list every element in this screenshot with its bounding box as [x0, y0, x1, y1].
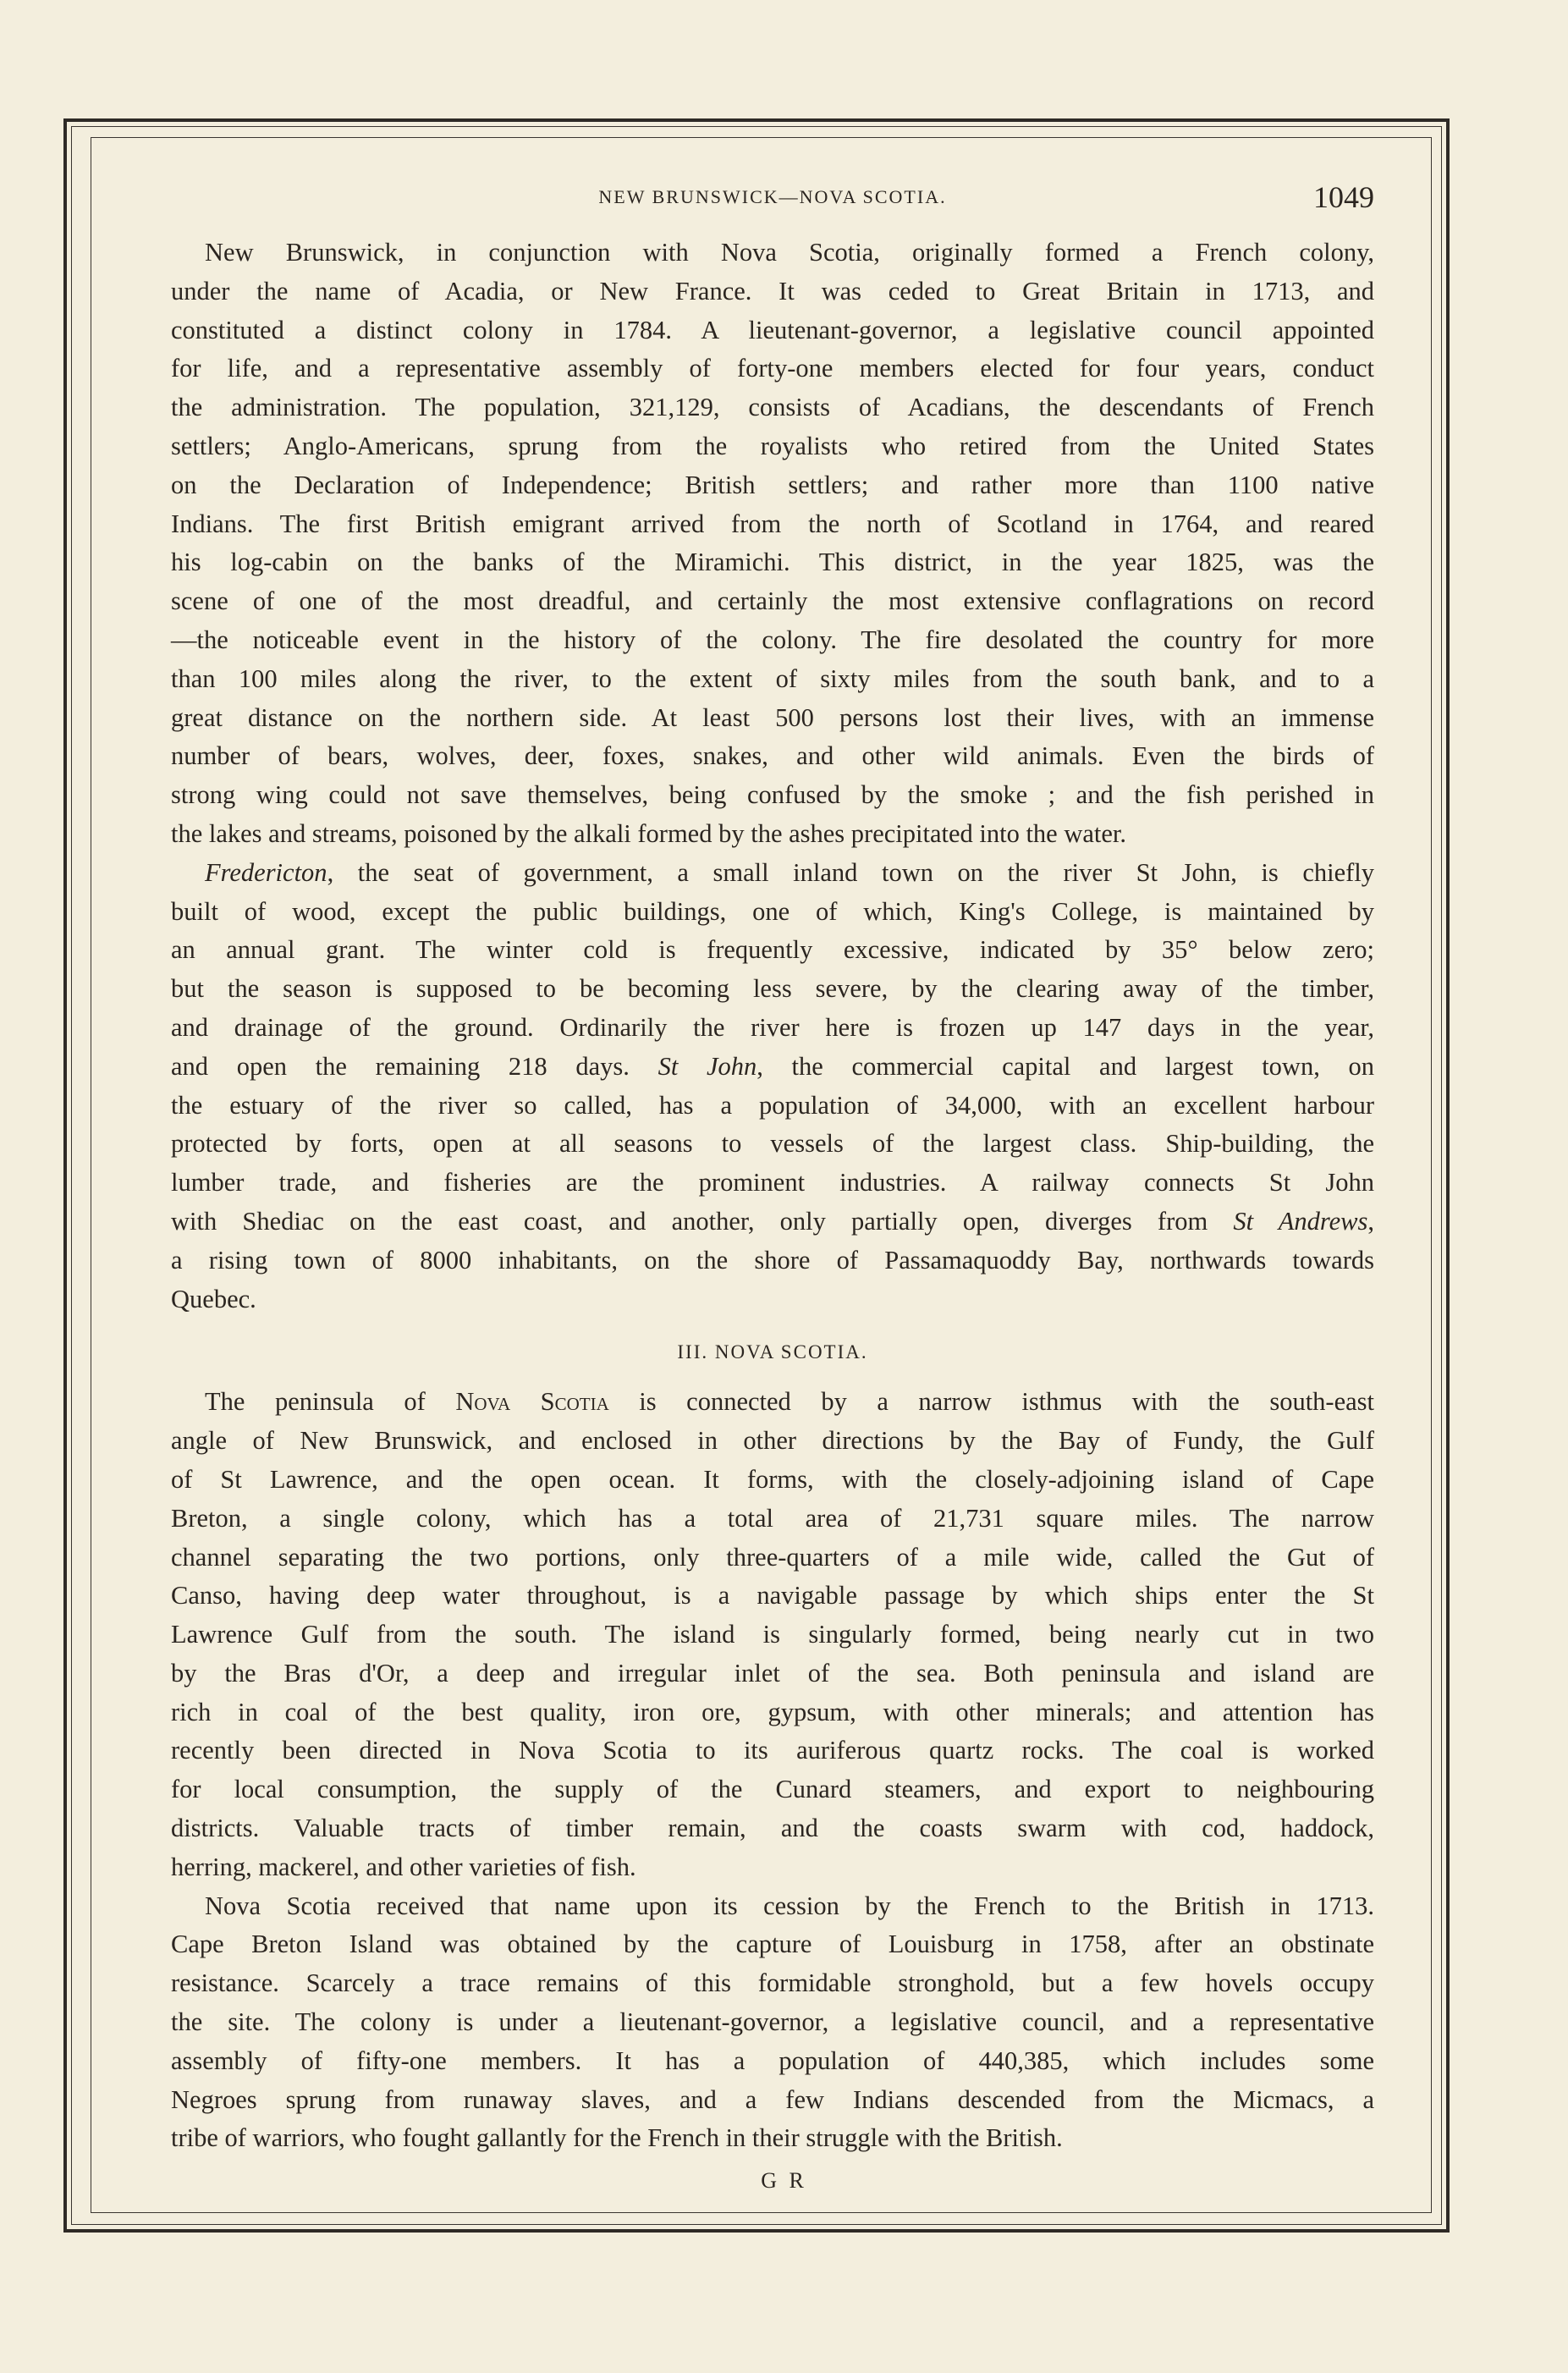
text-line: Nova Scotia received that name upon its cession by the French to the British in 1713. — [205, 1891, 1374, 1920]
text-segment: , the commercial capital and largest town, on — [756, 1051, 1374, 1081]
text-segment: The peninsula of — [205, 1387, 456, 1417]
text-line: tribe of warriors, who fought gallantly for the French in their struggle with the British. — [171, 2123, 1063, 2153]
text-segment: , the seat of government, a small inland town on the river St John, is chiefly — [327, 857, 1374, 887]
text-line: the lakes and streams, poisoned by the alkali formed by the ashes precipitated into the water. — [171, 818, 1127, 848]
text-line: number of bears, wolves, deer, foxes, snakes, and other wild animals. Even the birds of — [171, 741, 1374, 771]
text-line: Breton, a single colony, which has a total area of 21,731 square miles. The narrow — [171, 1503, 1374, 1533]
paragraph — [171, 1887, 1374, 2159]
text-line: New Brunswick, in conjunction with Nova Scotia, originally formed a French colony, — [205, 238, 1374, 267]
text-line: settlers; Anglo-Americans, sprung from the royalists who retired from the United States — [171, 431, 1374, 460]
running-header — [171, 179, 1374, 217]
text-line: great distance on the northern side. At least 500 persons lost their lives, with an immense — [171, 702, 1374, 732]
text-line: by the Bras d'Or, a deep and irregular inlet of the sea. Both peninsula and island are — [171, 1658, 1374, 1688]
text-line: for life, and a representative assembly of forty-one members elected for four years, conduct — [171, 354, 1374, 383]
text-line: for local consumption, the supply of the Cunard steamers, and export to neighbouring — [171, 1775, 1374, 1804]
signature-mark: G R — [761, 2168, 807, 2193]
text-line: recently been directed in Nova Scotia to its auriferous quartz rocks. The coal is worked — [171, 1736, 1374, 1765]
text-segment: and open the remaining 218 days. — [171, 1051, 658, 1081]
text-segment: with Shediac on the east coast, and another, only partially open, diverges from — [171, 1206, 1234, 1236]
italic-name: St Andrews — [1233, 1206, 1368, 1236]
text-line: angle of New Brunswick, and enclosed in other directions by the Bay of Fundy, the Gulf — [171, 1426, 1374, 1456]
text-line: under the name of Acadia, or New France. It was ceded to Great Britain in 1713, and — [171, 276, 1374, 306]
paragraph — [171, 234, 1374, 854]
text-line — [171, 1203, 1374, 1242]
text-line: strong wing could not save themselves, being confused by the smoke ; and the fish perished in — [171, 780, 1374, 810]
text-line: of St Lawrence, and the open ocean. It forms, with the closely-adjoining island of Cape — [171, 1464, 1374, 1494]
text-line: scene of one of the most dreadful, and certainly the most extensive conflagrations on record — [171, 586, 1374, 616]
text-line: the administration. The population, 321,129, consists of Acadians, the descendants of French — [171, 393, 1374, 422]
text-line: than 100 miles along the river, to the extent of sixty miles from the south bank, and to a — [171, 663, 1374, 693]
text-line: a rising town of 8000 inhabitants, on the shore of Passamaquoddy Bay, northwards towards — [171, 1245, 1374, 1275]
text-line: herring, mackerel, and other varieties of fish. — [171, 1852, 636, 1881]
text-line: assembly of fifty-one members. It has a population of 440,385, which includes some — [171, 2045, 1374, 2075]
italic-name: St John — [657, 1051, 757, 1081]
page-body — [171, 234, 1374, 2158]
text-line: rich in coal of the best quality, iron ore, gypsum, with other minerals; and attention has — [171, 1697, 1374, 1726]
text-segment: , — [1367, 1206, 1374, 1236]
paragraph — [171, 1383, 1374, 1886]
text-line: Indians. The first British emigrant arrived from the north of Scotland in 1764, and reared — [171, 509, 1374, 538]
text-line: Cape Breton Island was obtained by the capture of Louisburg in 1758, after an obstinate — [171, 1930, 1374, 1959]
text-line: channel separating the two portions, only three-quarters of a mile wide, called the Gut of — [171, 1542, 1374, 1572]
text-segment: is connected by a narrow isthmus with the south-east — [608, 1387, 1374, 1417]
text-line: constituted a distinct colony in 1784. A lieutenant-governor, a legislative council appointed — [171, 315, 1374, 344]
text-line — [171, 854, 1374, 893]
text-line: on the Declaration of Independence; British settlers; and rather more than 1100 native — [171, 470, 1374, 499]
text-line: Canso, having deep water throughout, is a navigable passage by which ships enter the St — [171, 1581, 1374, 1610]
text-line: the estuary of the river so called, has a population of 34,000, with an excellent harbour — [171, 1090, 1374, 1120]
text-line: and drainage of the ground. Ordinarily the river here is frozen up 147 days in the year, — [171, 1012, 1374, 1042]
italic-name: Fredericton — [205, 857, 327, 887]
text-line: Lawrence Gulf from the south. The island is singularly formed, being nearly cut in two — [171, 1620, 1374, 1649]
text-line: districts. Valuable tracts of timber remain, and the coasts swarm with cod, haddock, — [171, 1814, 1374, 1843]
text-line: his log-cabin on the banks of the Miramichi. This district, in the year 1825, was the — [171, 548, 1374, 577]
text-line: built of wood, except the public buildings, one of which, King's College, is maintained by — [171, 896, 1374, 926]
text-line: an annual grant. The winter cold is frequently excessive, indicated by 35° below zero; — [171, 935, 1374, 965]
text-line: Quebec. — [171, 1284, 256, 1313]
text-line: the site. The colony is under a lieutenant-governor, a legislative council, and a representative — [171, 2007, 1374, 2037]
text-line: protected by forts, open at all seasons to vessels of the largest class. Ship-building, the — [171, 1129, 1374, 1159]
text-line — [171, 1048, 1374, 1087]
paragraph — [171, 854, 1374, 1319]
text-line: resistance. Scarcely a trace remains of this formidable stronghold, but a few hovels occupy — [171, 1968, 1374, 1998]
text-line: Negroes sprung from runaway slaves, and a few Indians descended from the Micmacs, a — [171, 2084, 1374, 2114]
text-line — [171, 1383, 1374, 1422]
text-line: but the season is supposed to be becoming less severe, by the clearing away of the timber, — [171, 974, 1374, 1004]
small-caps-name: Nova Scotia — [455, 1387, 609, 1417]
text-line: lumber trade, and fisheries are the prominent industries. A railway connects St John — [171, 1168, 1374, 1198]
running-title: NEW BRUNSWICK—NOVA SCOTIA. — [598, 186, 947, 207]
section-heading: III. NOVA SCOTIA. — [677, 1341, 868, 1363]
page-number: 1049 — [1313, 180, 1374, 214]
text-line: —the noticeable event in the history of the colony. The fire desolated the country for more — [171, 625, 1374, 654]
